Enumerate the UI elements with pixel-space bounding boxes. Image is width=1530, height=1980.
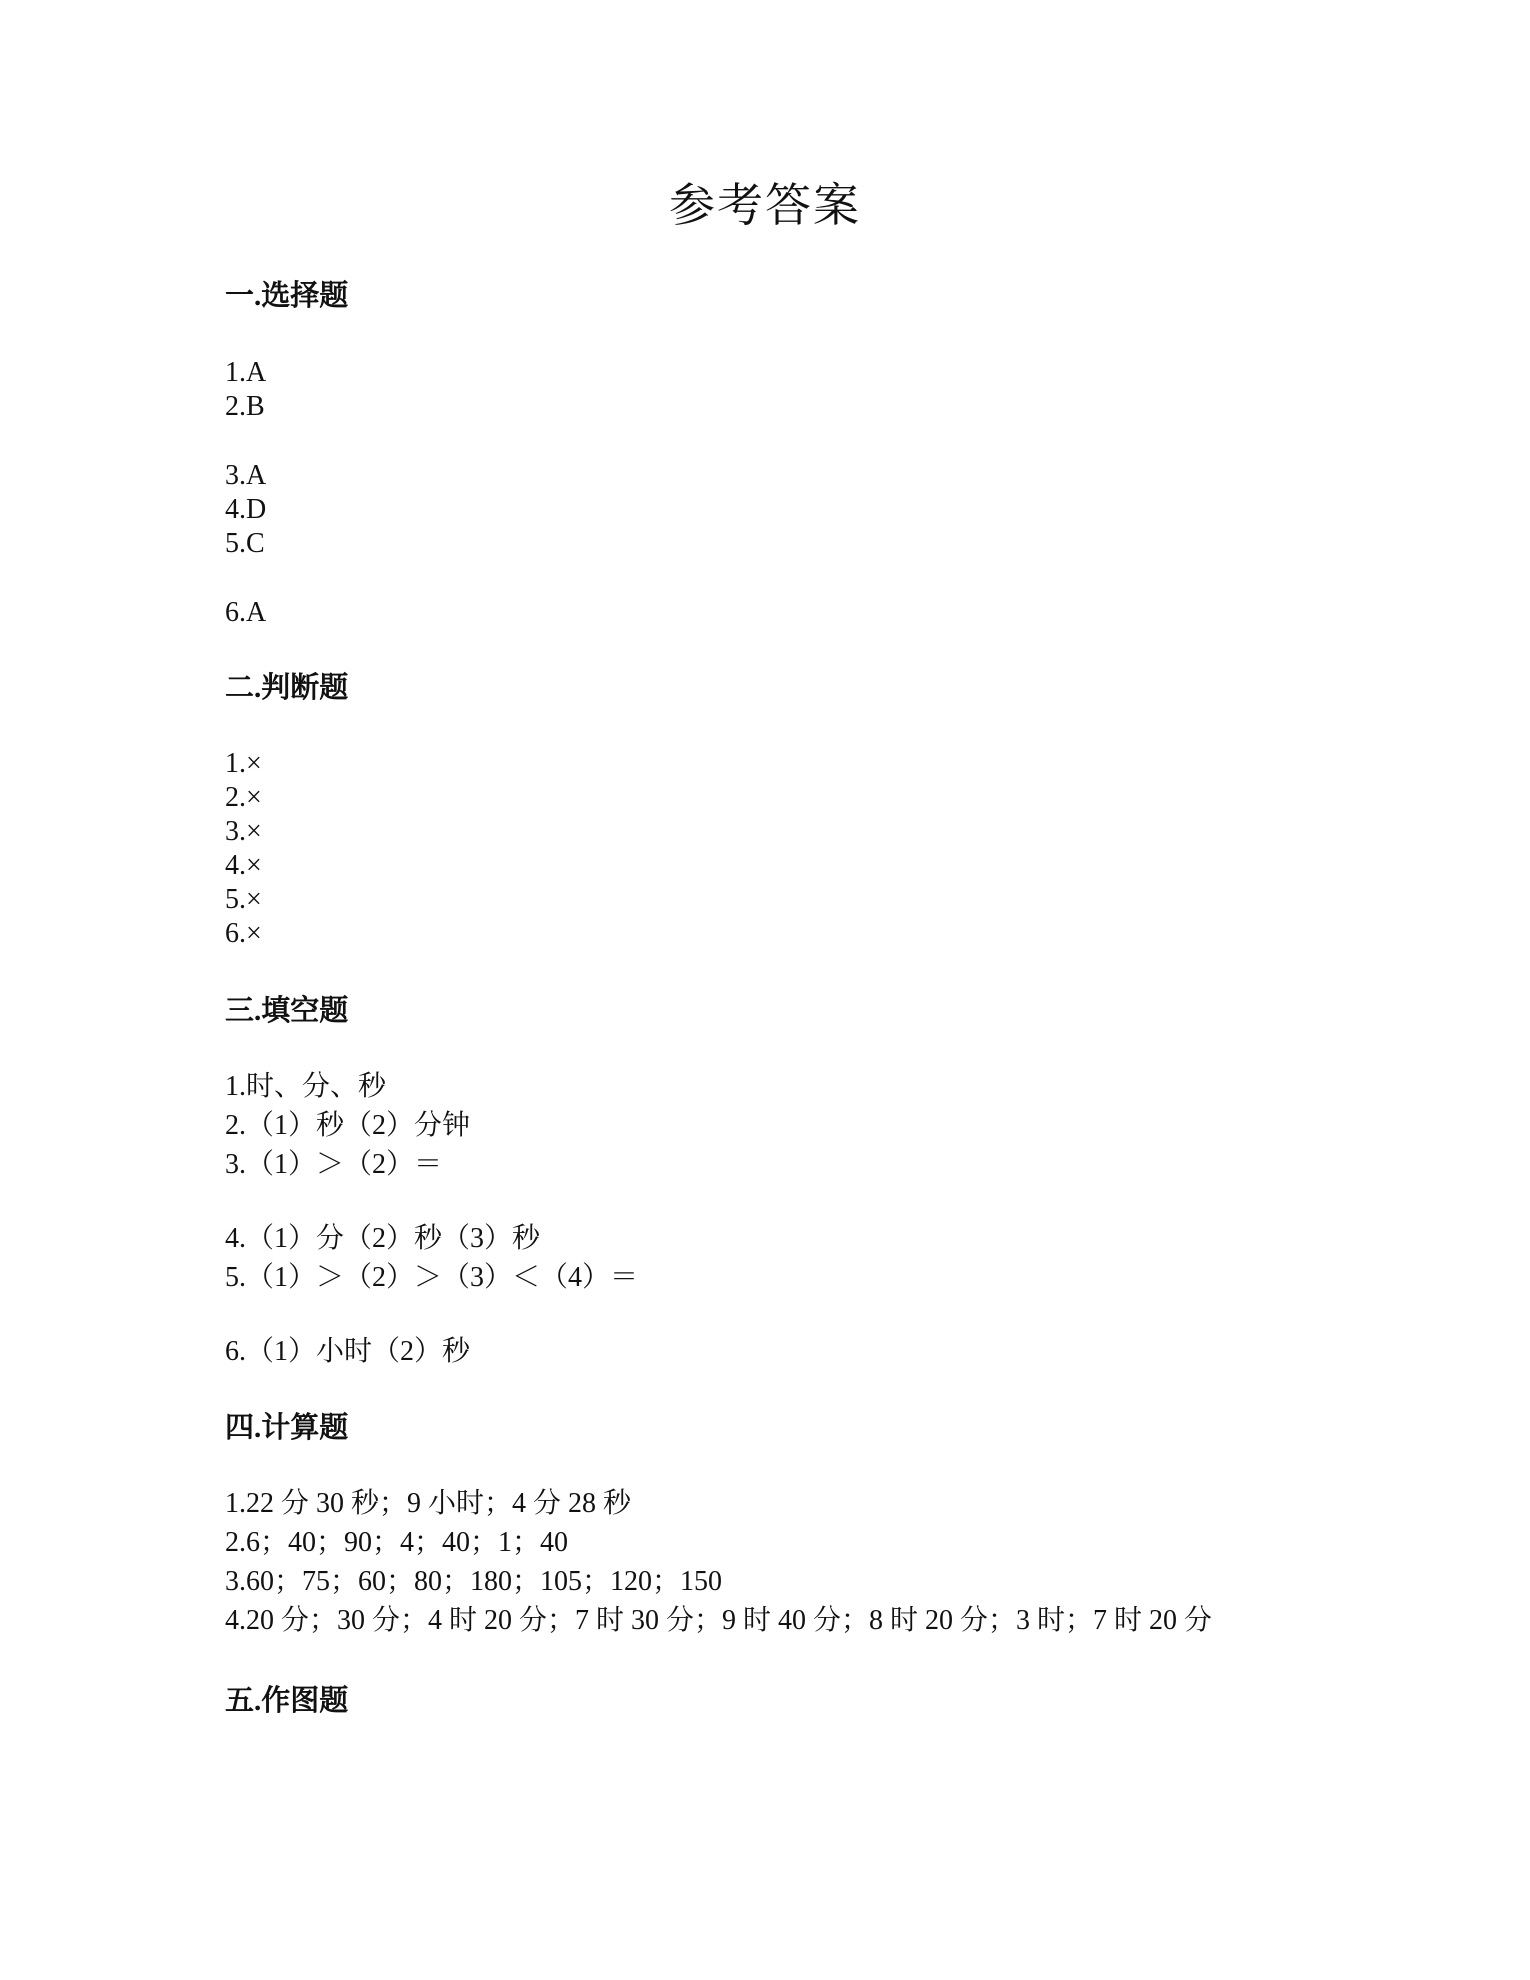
fill-answer-1: 1.时、分、秒 <box>225 1071 387 1102</box>
section-heading-true-false: 二.判断题 <box>225 672 349 704</box>
section-heading-fill-blank: 三.填空题 <box>225 995 349 1027</box>
choice-answer-1: 1.A <box>225 357 267 388</box>
choice-answer-3: 3.A <box>225 460 267 491</box>
fill-answer-3: 3.（1）＞（2）＝ <box>225 1149 443 1180</box>
section-heading-calculation: 四.计算题 <box>225 1412 349 1444</box>
judge-answer-4: 4.× <box>225 850 262 881</box>
section-heading-drawing: 五.作图题 <box>225 1685 349 1717</box>
section-heading-multiple-choice: 一.选择题 <box>225 280 349 312</box>
calc-answer-3: 3.60；75；60；80；180；105；120；150 <box>225 1566 723 1597</box>
calc-answer-4: 4.20 分；30 分；4 时 20 分；7 时 30 分；9 时 40 分；8 时 20 分；3 时；7 时 20 分 <box>225 1605 1213 1636</box>
judge-answer-6: 6.× <box>225 918 262 949</box>
fill-answer-6: 6.（1）小时（2）秒 <box>225 1336 471 1367</box>
judge-answer-3: 3.× <box>225 816 262 847</box>
choice-answer-5: 5.C <box>225 528 265 559</box>
choice-answer-6: 6.A <box>225 597 267 628</box>
page-title: 参考答案 <box>669 180 861 231</box>
fill-answer-2: 2.（1）秒（2）分钟 <box>225 1110 471 1141</box>
judge-answer-1: 1.× <box>225 748 262 779</box>
calc-answer-2: 2.6；40；90；4；40；1；40 <box>225 1527 569 1558</box>
choice-answer-4: 4.D <box>225 494 267 525</box>
calc-answer-1: 1.22 分 30 秒；9 小时；4 分 28 秒 <box>225 1488 632 1519</box>
choice-answer-2: 2.B <box>225 391 265 422</box>
fill-answer-5: 5.（1）＞（2）＞（3）＜（4）＝ <box>225 1262 639 1293</box>
judge-answer-5: 5.× <box>225 884 262 915</box>
judge-answer-2: 2.× <box>225 782 262 813</box>
fill-answer-4: 4.（1）分（2）秒（3）秒 <box>225 1223 541 1254</box>
